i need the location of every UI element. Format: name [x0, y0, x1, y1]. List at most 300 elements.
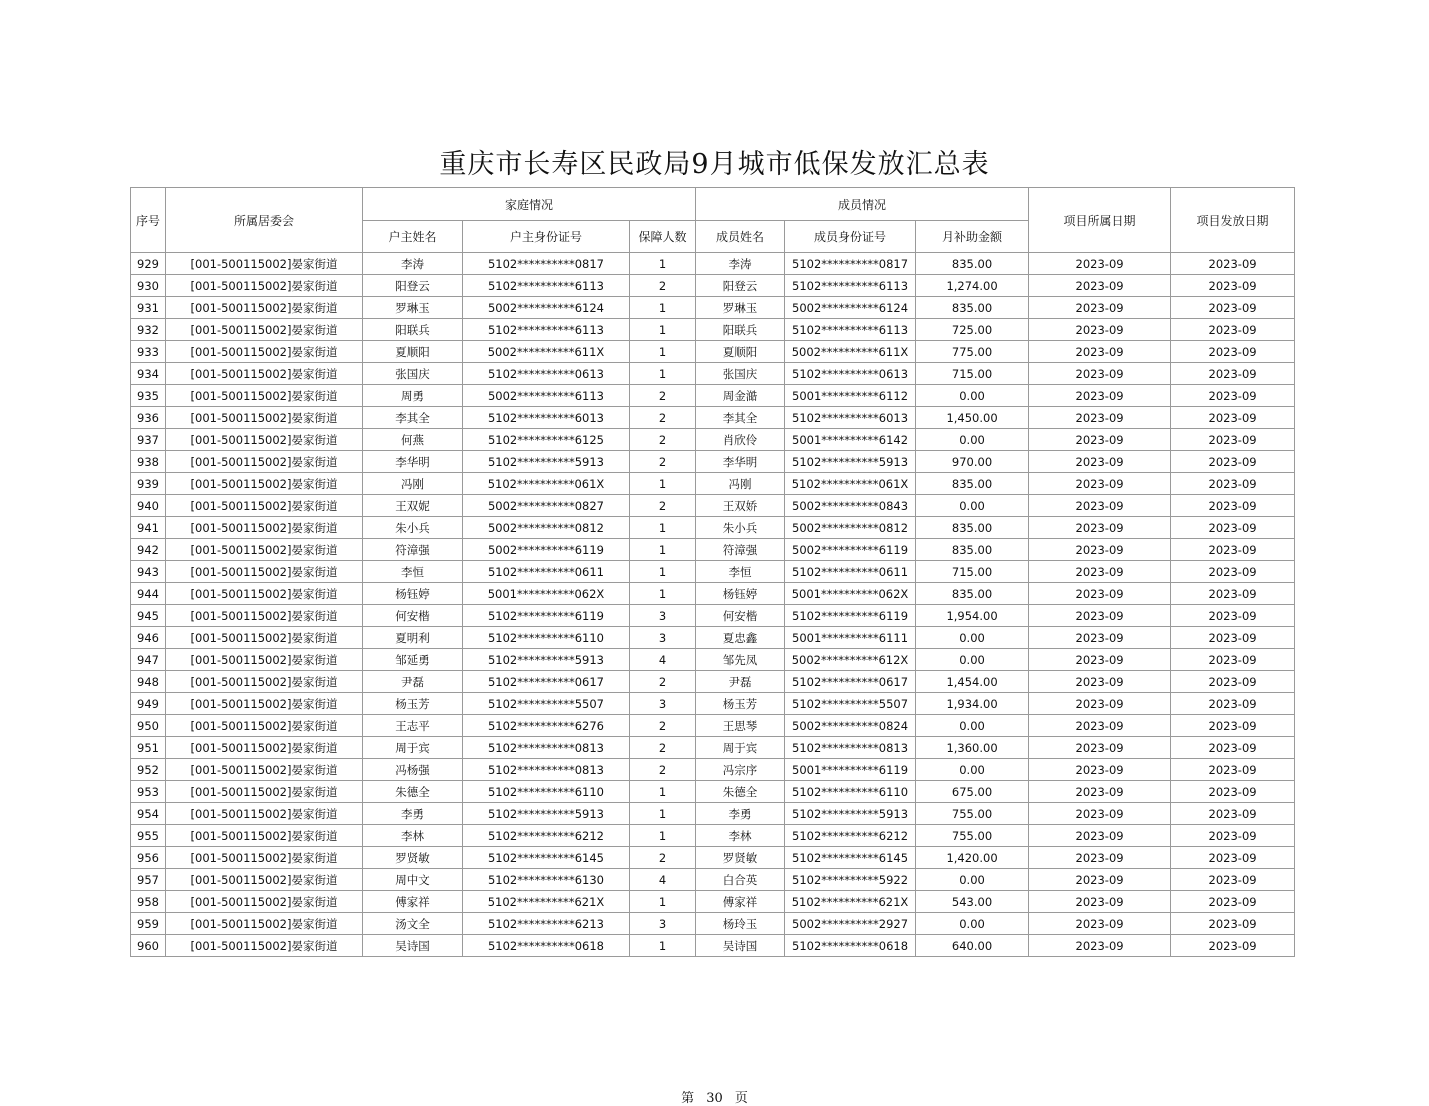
- issue-date-cell: 2023-09: [1171, 495, 1295, 517]
- project-date-cell: 2023-09: [1029, 891, 1171, 913]
- member-id-cell: 5102**********6113: [785, 319, 916, 341]
- project-date-cell: 2023-09: [1029, 253, 1171, 275]
- amount-cell: 1,450.00: [916, 407, 1029, 429]
- issue-date-cell: 2023-09: [1171, 385, 1295, 407]
- head-name-cell: 王志平: [363, 715, 463, 737]
- table-row: [131, 605, 1295, 627]
- member-name-cell: 白合英: [696, 869, 785, 891]
- project-date-cell: 2023-09: [1029, 297, 1171, 319]
- head-id-cell: 5102**********621X: [463, 891, 630, 913]
- head-id-cell: 5102**********061X: [463, 473, 630, 495]
- table-row: [131, 275, 1295, 297]
- header-member-name: 成员姓名: [696, 221, 785, 253]
- seq-cell: 950: [131, 715, 166, 737]
- head-name-cell: 冯杨强: [363, 759, 463, 781]
- table-row: [131, 649, 1295, 671]
- head-id-cell: 5102**********5507: [463, 693, 630, 715]
- project-date-cell: 2023-09: [1029, 517, 1171, 539]
- header-family-group: 家庭情况: [363, 188, 696, 221]
- committee-cell: [001-500115002]晏家街道: [166, 671, 363, 693]
- seq-cell: 951: [131, 737, 166, 759]
- issue-date-cell: 2023-09: [1171, 275, 1295, 297]
- member-name-cell: 朱小兵: [696, 517, 785, 539]
- project-date-cell: 2023-09: [1029, 407, 1171, 429]
- head-name-cell: 王双妮: [363, 495, 463, 517]
- issue-date-cell: 2023-09: [1171, 407, 1295, 429]
- head-id-cell: 5002**********6113: [463, 385, 630, 407]
- member-id-cell: 5002**********611X: [785, 341, 916, 363]
- member-id-cell: 5102**********5507: [785, 693, 916, 715]
- head-id-cell: 5102**********6130: [463, 869, 630, 891]
- table-row: [131, 517, 1295, 539]
- amount-cell: 1,454.00: [916, 671, 1029, 693]
- committee-cell: [001-500115002]晏家街道: [166, 561, 363, 583]
- member-id-cell: 5102**********0813: [785, 737, 916, 759]
- committee-cell: [001-500115002]晏家街道: [166, 737, 363, 759]
- head-id-cell: 5102**********6113: [463, 319, 630, 341]
- member-name-cell: 杨钰婷: [696, 583, 785, 605]
- count-cell: 2: [630, 847, 696, 869]
- project-date-cell: 2023-09: [1029, 825, 1171, 847]
- issue-date-cell: 2023-09: [1171, 319, 1295, 341]
- issue-date-cell: 2023-09: [1171, 913, 1295, 935]
- table-row: [131, 539, 1295, 561]
- table-row: [131, 759, 1295, 781]
- seq-cell: 935: [131, 385, 166, 407]
- committee-cell: [001-500115002]晏家街道: [166, 649, 363, 671]
- amount-cell: 0.00: [916, 715, 1029, 737]
- head-id-cell: 5102**********0613: [463, 363, 630, 385]
- amount-cell: 675.00: [916, 781, 1029, 803]
- head-id-cell: 5102**********6110: [463, 627, 630, 649]
- header-project-date: 项目所属日期: [1029, 188, 1171, 253]
- seq-cell: 952: [131, 759, 166, 781]
- member-name-cell: 朱德全: [696, 781, 785, 803]
- issue-date-cell: 2023-09: [1171, 759, 1295, 781]
- head-name-cell: 阳登云: [363, 275, 463, 297]
- header-member-group: 成员情况: [696, 188, 1029, 221]
- table-row: [131, 319, 1295, 341]
- member-name-cell: 杨玉芳: [696, 693, 785, 715]
- project-date-cell: 2023-09: [1029, 429, 1171, 451]
- amount-cell: 1,934.00: [916, 693, 1029, 715]
- head-name-cell: 罗贤敏: [363, 847, 463, 869]
- project-date-cell: 2023-09: [1029, 341, 1171, 363]
- member-name-cell: 李恒: [696, 561, 785, 583]
- issue-date-cell: 2023-09: [1171, 429, 1295, 451]
- member-id-cell: 5002**********0843: [785, 495, 916, 517]
- issue-date-cell: 2023-09: [1171, 847, 1295, 869]
- member-name-cell: 王思琴: [696, 715, 785, 737]
- committee-cell: [001-500115002]晏家街道: [166, 539, 363, 561]
- head-name-cell: 张国庆: [363, 363, 463, 385]
- project-date-cell: 2023-09: [1029, 737, 1171, 759]
- member-name-cell: 罗琳玉: [696, 297, 785, 319]
- header-committee: 所属居委会: [166, 188, 363, 253]
- committee-cell: [001-500115002]晏家街道: [166, 319, 363, 341]
- seq-cell: 944: [131, 583, 166, 605]
- committee-cell: [001-500115002]晏家街道: [166, 429, 363, 451]
- member-name-cell: 周于宾: [696, 737, 785, 759]
- count-cell: 2: [630, 429, 696, 451]
- member-name-cell: 夏顺阳: [696, 341, 785, 363]
- member-name-cell: 周金澔: [696, 385, 785, 407]
- project-date-cell: 2023-09: [1029, 847, 1171, 869]
- member-name-cell: 阳联兵: [696, 319, 785, 341]
- amount-cell: 0.00: [916, 759, 1029, 781]
- project-date-cell: 2023-09: [1029, 913, 1171, 935]
- head-id-cell: 5102**********0813: [463, 737, 630, 759]
- member-name-cell: 李勇: [696, 803, 785, 825]
- member-id-cell: 5002**********0824: [785, 715, 916, 737]
- amount-cell: 0.00: [916, 913, 1029, 935]
- page-number-suffix: 页: [734, 1091, 748, 1106]
- project-date-cell: 2023-09: [1029, 275, 1171, 297]
- table-row: [131, 451, 1295, 473]
- head-id-cell: 5102**********5913: [463, 649, 630, 671]
- member-id-cell: 5102**********6145: [785, 847, 916, 869]
- count-cell: 1: [630, 297, 696, 319]
- seq-cell: 947: [131, 649, 166, 671]
- committee-cell: [001-500115002]晏家街道: [166, 913, 363, 935]
- count-cell: 2: [630, 495, 696, 517]
- count-cell: 1: [630, 473, 696, 495]
- project-date-cell: 2023-09: [1029, 759, 1171, 781]
- page-number: 30: [706, 1091, 723, 1106]
- table-row: [131, 891, 1295, 913]
- head-id-cell: 5102**********0617: [463, 671, 630, 693]
- amount-cell: 835.00: [916, 253, 1029, 275]
- head-id-cell: 5102**********0618: [463, 935, 630, 957]
- amount-cell: 0.00: [916, 869, 1029, 891]
- committee-cell: [001-500115002]晏家街道: [166, 935, 363, 957]
- committee-cell: [001-500115002]晏家街道: [166, 869, 363, 891]
- amount-cell: 835.00: [916, 583, 1029, 605]
- seq-cell: 936: [131, 407, 166, 429]
- count-cell: 1: [630, 935, 696, 957]
- head-id-cell: 5102**********6119: [463, 605, 630, 627]
- issue-date-cell: 2023-09: [1171, 561, 1295, 583]
- head-name-cell: 符漳强: [363, 539, 463, 561]
- header-amount: 月补助金额: [916, 221, 1029, 253]
- table-row: [131, 429, 1295, 451]
- head-id-cell: 5002**********6124: [463, 297, 630, 319]
- head-name-cell: 邹延勇: [363, 649, 463, 671]
- member-name-cell: 罗贤敏: [696, 847, 785, 869]
- head-name-cell: 冯刚: [363, 473, 463, 495]
- member-id-cell: 5102**********061X: [785, 473, 916, 495]
- seq-cell: 955: [131, 825, 166, 847]
- table-row: [131, 913, 1295, 935]
- table-row: [131, 385, 1295, 407]
- issue-date-cell: 2023-09: [1171, 781, 1295, 803]
- committee-cell: [001-500115002]晏家街道: [166, 627, 363, 649]
- member-id-cell: 5102**********5913: [785, 803, 916, 825]
- project-date-cell: 2023-09: [1029, 473, 1171, 495]
- project-date-cell: 2023-09: [1029, 781, 1171, 803]
- header-head-name: 户主姓名: [363, 221, 463, 253]
- head-name-cell: 尹磊: [363, 671, 463, 693]
- seq-cell: 959: [131, 913, 166, 935]
- head-id-cell: 5102**********6145: [463, 847, 630, 869]
- table-row: [131, 495, 1295, 517]
- member-name-cell: 冯宗序: [696, 759, 785, 781]
- project-date-cell: 2023-09: [1029, 539, 1171, 561]
- project-date-cell: 2023-09: [1029, 627, 1171, 649]
- count-cell: 1: [630, 319, 696, 341]
- table-row: [131, 407, 1295, 429]
- count-cell: 1: [630, 253, 696, 275]
- amount-cell: 543.00: [916, 891, 1029, 913]
- member-id-cell: 5102**********0618: [785, 935, 916, 957]
- issue-date-cell: 2023-09: [1171, 253, 1295, 275]
- head-id-cell: 5102**********6110: [463, 781, 630, 803]
- committee-cell: [001-500115002]晏家街道: [166, 407, 363, 429]
- committee-cell: [001-500115002]晏家街道: [166, 385, 363, 407]
- table-row: [131, 715, 1295, 737]
- project-date-cell: 2023-09: [1029, 605, 1171, 627]
- issue-date-cell: 2023-09: [1171, 671, 1295, 693]
- count-cell: 1: [630, 517, 696, 539]
- head-id-cell: 5102**********5913: [463, 451, 630, 473]
- table-row: [131, 803, 1295, 825]
- issue-date-cell: 2023-09: [1171, 341, 1295, 363]
- seq-cell: 958: [131, 891, 166, 913]
- amount-cell: 835.00: [916, 473, 1029, 495]
- page-number-prefix: 第: [681, 1091, 695, 1106]
- committee-cell: [001-500115002]晏家街道: [166, 803, 363, 825]
- member-id-cell: 5001**********062X: [785, 583, 916, 605]
- head-id-cell: 5002**********611X: [463, 341, 630, 363]
- project-date-cell: 2023-09: [1029, 869, 1171, 891]
- head-name-cell: 何燕: [363, 429, 463, 451]
- member-id-cell: 5102**********6119: [785, 605, 916, 627]
- committee-cell: [001-500115002]晏家街道: [166, 891, 363, 913]
- member-name-cell: 李林: [696, 825, 785, 847]
- amount-cell: 640.00: [916, 935, 1029, 957]
- member-name-cell: 张国庆: [696, 363, 785, 385]
- table-row: [131, 825, 1295, 847]
- member-id-cell: 5102**********0617: [785, 671, 916, 693]
- committee-cell: [001-500115002]晏家街道: [166, 451, 363, 473]
- header-head-id: 户主身份证号: [463, 221, 630, 253]
- head-id-cell: 5002**********0827: [463, 495, 630, 517]
- seq-cell: 937: [131, 429, 166, 451]
- head-name-cell: 朱德全: [363, 781, 463, 803]
- head-id-cell: 5102**********0611: [463, 561, 630, 583]
- head-name-cell: 李涛: [363, 253, 463, 275]
- issue-date-cell: 2023-09: [1171, 451, 1295, 473]
- head-name-cell: 朱小兵: [363, 517, 463, 539]
- count-cell: 1: [630, 825, 696, 847]
- issue-date-cell: 2023-09: [1171, 363, 1295, 385]
- project-date-cell: 2023-09: [1029, 451, 1171, 473]
- issue-date-cell: 2023-09: [1171, 715, 1295, 737]
- head-id-cell: 5102**********6276: [463, 715, 630, 737]
- head-id-cell: 5102**********6213: [463, 913, 630, 935]
- committee-cell: [001-500115002]晏家街道: [166, 517, 363, 539]
- seq-cell: 946: [131, 627, 166, 649]
- member-id-cell: 5102**********6013: [785, 407, 916, 429]
- project-date-cell: 2023-09: [1029, 715, 1171, 737]
- seq-cell: 940: [131, 495, 166, 517]
- count-cell: 2: [630, 385, 696, 407]
- committee-cell: [001-500115002]晏家街道: [166, 297, 363, 319]
- head-name-cell: 汤文全: [363, 913, 463, 935]
- head-name-cell: 阳联兵: [363, 319, 463, 341]
- seq-cell: 949: [131, 693, 166, 715]
- table-row: [131, 297, 1295, 319]
- committee-cell: [001-500115002]晏家街道: [166, 847, 363, 869]
- project-date-cell: 2023-09: [1029, 671, 1171, 693]
- committee-cell: [001-500115002]晏家街道: [166, 759, 363, 781]
- head-id-cell: 5102**********6013: [463, 407, 630, 429]
- count-cell: 1: [630, 803, 696, 825]
- amount-cell: 755.00: [916, 803, 1029, 825]
- head-name-cell: 夏顺阳: [363, 341, 463, 363]
- table-row: [131, 253, 1295, 275]
- count-cell: 3: [630, 605, 696, 627]
- committee-cell: [001-500115002]晏家街道: [166, 825, 363, 847]
- count-cell: 1: [630, 583, 696, 605]
- table-row: [131, 737, 1295, 759]
- page-title: 重庆市长寿区民政局9月城市低保发放汇总表: [439, 149, 990, 180]
- seq-cell: 931: [131, 297, 166, 319]
- header-count: 保障人数: [630, 221, 696, 253]
- member-name-cell: 夏忠鑫: [696, 627, 785, 649]
- amount-cell: 835.00: [916, 517, 1029, 539]
- member-id-cell: 5102**********5922: [785, 869, 916, 891]
- issue-date-cell: 2023-09: [1171, 737, 1295, 759]
- count-cell: 3: [630, 627, 696, 649]
- committee-cell: [001-500115002]晏家街道: [166, 583, 363, 605]
- seq-cell: 957: [131, 869, 166, 891]
- committee-cell: [001-500115002]晏家街道: [166, 473, 363, 495]
- head-name-cell: 李华明: [363, 451, 463, 473]
- head-name-cell: 傅家祥: [363, 891, 463, 913]
- header-issue-date: 项目发放日期: [1171, 188, 1295, 253]
- head-id-cell: 5102**********5913: [463, 803, 630, 825]
- project-date-cell: 2023-09: [1029, 495, 1171, 517]
- table-row: [131, 583, 1295, 605]
- member-name-cell: 李涛: [696, 253, 785, 275]
- committee-cell: [001-500115002]晏家街道: [166, 363, 363, 385]
- amount-cell: 0.00: [916, 627, 1029, 649]
- issue-date-cell: 2023-09: [1171, 583, 1295, 605]
- issue-date-cell: 2023-09: [1171, 935, 1295, 957]
- member-id-cell: 5002**********2927: [785, 913, 916, 935]
- seq-cell: 938: [131, 451, 166, 473]
- head-name-cell: 何安楷: [363, 605, 463, 627]
- issue-date-cell: 2023-09: [1171, 517, 1295, 539]
- seq-cell: 932: [131, 319, 166, 341]
- amount-cell: 835.00: [916, 539, 1029, 561]
- head-name-cell: 周中文: [363, 869, 463, 891]
- committee-cell: [001-500115002]晏家街道: [166, 605, 363, 627]
- head-name-cell: 夏明利: [363, 627, 463, 649]
- table-row: [131, 627, 1295, 649]
- count-cell: 4: [630, 649, 696, 671]
- member-name-cell: 李华明: [696, 451, 785, 473]
- amount-cell: 0.00: [916, 385, 1029, 407]
- member-name-cell: 李其全: [696, 407, 785, 429]
- count-cell: 2: [630, 407, 696, 429]
- member-name-cell: 冯刚: [696, 473, 785, 495]
- member-id-cell: 5002**********0812: [785, 517, 916, 539]
- amount-cell: 1,420.00: [916, 847, 1029, 869]
- count-cell: 1: [630, 341, 696, 363]
- count-cell: 3: [630, 693, 696, 715]
- amount-cell: 715.00: [916, 363, 1029, 385]
- member-id-cell: 5001**********6112: [785, 385, 916, 407]
- count-cell: 2: [630, 275, 696, 297]
- seq-cell: 945: [131, 605, 166, 627]
- header-member-id: 成员身份证号: [785, 221, 916, 253]
- amount-cell: 0.00: [916, 495, 1029, 517]
- amount-cell: 1,274.00: [916, 275, 1029, 297]
- head-name-cell: 李勇: [363, 803, 463, 825]
- member-id-cell: 5102**********0817: [785, 253, 916, 275]
- member-id-cell: 5102**********6110: [785, 781, 916, 803]
- table-row: [131, 693, 1295, 715]
- project-date-cell: 2023-09: [1029, 319, 1171, 341]
- seq-cell: 954: [131, 803, 166, 825]
- table-body: [131, 253, 1295, 957]
- member-id-cell: 5001**********6111: [785, 627, 916, 649]
- head-name-cell: 杨钰婷: [363, 583, 463, 605]
- member-name-cell: 阳登云: [696, 275, 785, 297]
- issue-date-cell: 2023-09: [1171, 539, 1295, 561]
- head-id-cell: 5001**********062X: [463, 583, 630, 605]
- member-name-cell: 傅家祥: [696, 891, 785, 913]
- member-id-cell: 5001**********6142: [785, 429, 916, 451]
- member-id-cell: 5102**********6113: [785, 275, 916, 297]
- head-id-cell: 5102**********6113: [463, 275, 630, 297]
- amount-cell: 1,954.00: [916, 605, 1029, 627]
- issue-date-cell: 2023-09: [1171, 297, 1295, 319]
- member-name-cell: 肖欣伶: [696, 429, 785, 451]
- issue-date-cell: 2023-09: [1171, 825, 1295, 847]
- payment-summary-table: [130, 187, 1295, 957]
- table-row: [131, 869, 1295, 891]
- project-date-cell: 2023-09: [1029, 649, 1171, 671]
- seq-cell: 941: [131, 517, 166, 539]
- project-date-cell: 2023-09: [1029, 363, 1171, 385]
- project-date-cell: 2023-09: [1029, 935, 1171, 957]
- member-name-cell: 邹先凤: [696, 649, 785, 671]
- head-name-cell: 杨玉芳: [363, 693, 463, 715]
- count-cell: 1: [630, 363, 696, 385]
- count-cell: 1: [630, 539, 696, 561]
- seq-cell: 948: [131, 671, 166, 693]
- seq-cell: 960: [131, 935, 166, 957]
- head-name-cell: 罗琳玉: [363, 297, 463, 319]
- seq-cell: 929: [131, 253, 166, 275]
- issue-date-cell: 2023-09: [1171, 605, 1295, 627]
- head-id-cell: 5102**********0817: [463, 253, 630, 275]
- amount-cell: 1,360.00: [916, 737, 1029, 759]
- member-name-cell: 王双娇: [696, 495, 785, 517]
- count-cell: 2: [630, 715, 696, 737]
- head-name-cell: 周于宾: [363, 737, 463, 759]
- member-id-cell: 5102**********0613: [785, 363, 916, 385]
- member-id-cell: 5002**********6124: [785, 297, 916, 319]
- head-id-cell: 5102**********6212: [463, 825, 630, 847]
- table-row: [131, 473, 1295, 495]
- count-cell: 3: [630, 913, 696, 935]
- issue-date-cell: 2023-09: [1171, 803, 1295, 825]
- head-name-cell: 李林: [363, 825, 463, 847]
